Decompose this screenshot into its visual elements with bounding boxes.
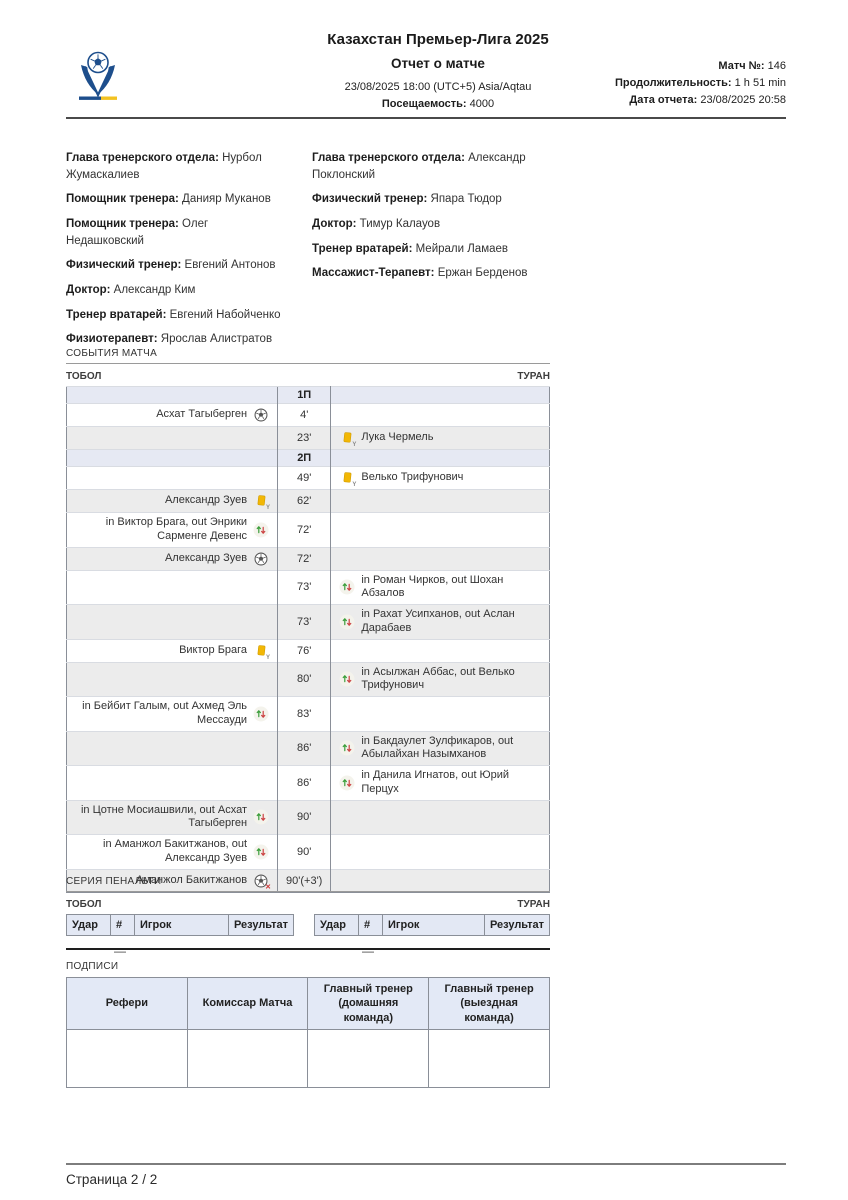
- substitution-icon: [339, 775, 355, 791]
- event-text: Виктор Брага: [179, 643, 248, 656]
- penalty-col-header: #: [359, 915, 383, 936]
- penalties-home-empty: —: [114, 944, 126, 958]
- event-content: [339, 769, 541, 797]
- away-event-cell: [331, 639, 550, 662]
- substitution-icon: [339, 740, 355, 756]
- signature-col-header: Главный тренер (выездная команда): [429, 978, 550, 1030]
- home-event-cell: [67, 427, 278, 450]
- event-row: [67, 513, 550, 548]
- away-event-cell: [331, 662, 550, 697]
- event-row: [67, 570, 550, 605]
- home-event-cell: [67, 467, 278, 490]
- event-content: [339, 666, 541, 694]
- home-event-cell: [67, 513, 278, 548]
- footer-divider: [66, 1163, 786, 1165]
- event-time: 80': [278, 662, 331, 697]
- substitution-icon: [339, 579, 355, 595]
- staff-item: Глава тренерского отдела: Александр Поклонский: [312, 152, 526, 181]
- away-event-cell: [331, 605, 550, 640]
- goal-icon: [253, 407, 269, 423]
- event-row: [67, 547, 550, 570]
- staff-item: Тренер вратарей: Мейрали Ламаев: [312, 242, 508, 255]
- yellow-card-icon: Y: [253, 643, 269, 659]
- staff-item: Физический тренер: Япара Тюдор: [312, 193, 502, 206]
- home-event-cell: [67, 731, 278, 766]
- section-divider-thick: [66, 948, 550, 950]
- event-time: 23': [278, 427, 331, 450]
- penalties-team-labels: [66, 899, 550, 910]
- penalties-away-empty: —: [362, 944, 374, 958]
- penalties-table-home: [66, 914, 294, 936]
- match-number: Матч №: 146: [718, 60, 786, 72]
- away-event-cell: [331, 490, 550, 513]
- substitution-icon: [339, 614, 355, 630]
- empty-cell: [331, 450, 550, 467]
- away-team-label: ТУРАН: [517, 899, 550, 910]
- away-event-cell: [331, 547, 550, 570]
- substitution-icon: [253, 809, 269, 825]
- event-time: 73': [278, 570, 331, 605]
- penalties-home-block: [66, 914, 294, 958]
- period-label: 2П: [278, 450, 331, 467]
- event-row: [67, 766, 550, 801]
- home-team-label: ТОБОЛ: [66, 371, 102, 382]
- period-row: [67, 387, 550, 404]
- event-content: [75, 804, 269, 832]
- event-content: [75, 516, 269, 544]
- attendance-value: 4000: [469, 98, 495, 110]
- event-content: [75, 493, 269, 509]
- goal-icon: [253, 551, 269, 567]
- home-event-cell: [67, 547, 278, 570]
- signature-empty-cell: [67, 1029, 188, 1087]
- event-text: Александр Зуев: [164, 494, 248, 507]
- page-number: Страница 2 / 2: [66, 1172, 158, 1187]
- staff-list-home: [66, 150, 284, 356]
- home-event-cell: [67, 662, 278, 697]
- event-time: 83': [278, 697, 331, 732]
- event-content: [75, 407, 269, 423]
- yellow-card-icon: Y: [253, 493, 269, 509]
- event-row: [67, 662, 550, 697]
- away-event-cell: [331, 570, 550, 605]
- yellow-card-icon: Y: [339, 430, 355, 446]
- empty-cell: [331, 387, 550, 404]
- signatures-section: [66, 961, 550, 1088]
- away-event-cell: [331, 731, 550, 766]
- staff-list-away: [312, 150, 532, 290]
- signature-empty-cell: [429, 1029, 550, 1087]
- away-event-cell: [331, 467, 550, 490]
- event-row: [67, 697, 550, 732]
- event-text: in Бейбит Галым, out Ахмед Эль Мессауди: [82, 700, 248, 726]
- home-event-cell: [67, 800, 278, 835]
- substitution-icon: [253, 706, 269, 722]
- staff-item: Помощник тренера: Данияр Муканов: [66, 193, 271, 206]
- section-divider: [66, 891, 550, 892]
- staff-item: Физиотерапевт: Ярослав Алистратов: [66, 333, 273, 346]
- event-text: Аманжол Бакитжанов: [136, 873, 248, 886]
- event-content: [339, 574, 541, 602]
- event-row: [67, 639, 550, 662]
- event-content: [75, 838, 269, 866]
- event-content: [75, 551, 269, 567]
- event-text: in Цотне Мосиашвили, out Асхат Тагыберген: [80, 803, 248, 830]
- event-text: Асхат Тагыберген: [156, 408, 248, 421]
- signature-empty-cell: [308, 1029, 429, 1087]
- away-event-cell: [331, 766, 550, 801]
- event-text: in Роман Чирков, out Шохан Абзалов: [361, 573, 504, 600]
- home-event-cell: [67, 490, 278, 513]
- empty-cell: [67, 387, 278, 404]
- event-time: 49': [278, 467, 331, 490]
- event-content: [339, 608, 541, 636]
- penalty-col-header: Игрок: [383, 915, 485, 936]
- page-title: Казахстан Премьер-Лига 2025: [327, 31, 549, 48]
- event-text: Лука Чермель: [361, 431, 434, 444]
- substitution-icon: [339, 671, 355, 687]
- staff-item: Физический тренер: Евгений Антонов: [66, 259, 276, 272]
- empty-cell: [67, 450, 278, 467]
- match-meta: [615, 58, 786, 109]
- penalty-col-header: Результат: [484, 915, 549, 936]
- event-row: [67, 800, 550, 835]
- home-event-cell: [67, 605, 278, 640]
- staff-item: Массажист-Терапевт: Ержан Берденов: [312, 267, 528, 280]
- attendance-label: Посещаемость:: [381, 98, 467, 110]
- missed-penalty-icon: ✕: [253, 873, 269, 889]
- event-content: [339, 735, 541, 763]
- signatures-section-title: ПОДПИСИ: [66, 961, 119, 972]
- yellow-card-icon: Y: [339, 470, 355, 486]
- event-row: [67, 731, 550, 766]
- substitution-icon: [253, 522, 269, 538]
- event-text: in Бакдаулет Зулфикаров, out Абылайхан Назымханов: [361, 734, 514, 761]
- home-event-cell: [67, 639, 278, 662]
- substitution-icon: [253, 844, 269, 860]
- event-time: 62': [278, 490, 331, 513]
- event-content: [339, 430, 541, 446]
- signature-col-header: Рефери: [67, 978, 188, 1030]
- home-team-label: ТОБОЛ: [66, 899, 102, 910]
- event-time: 90'(+3'): [278, 869, 331, 892]
- penalties-section-title: СЕРИЯ ПЕНАЛЬТИ: [66, 876, 162, 887]
- staff-item: Доктор: Александр Ким: [66, 284, 196, 297]
- event-text: in Рахат Усипханов, out Аслан Дарабаев: [361, 608, 515, 634]
- penalty-series-section: [66, 873, 550, 958]
- penalty-col-header: Удар: [67, 915, 111, 936]
- penalty-col-header: Удар: [315, 915, 359, 936]
- match-events-section: [66, 348, 550, 893]
- event-text: in Данила Игнатов, out Юрий Перцух: [361, 769, 510, 795]
- away-event-cell: [331, 835, 550, 870]
- event-time: 73': [278, 605, 331, 640]
- event-time: 90': [278, 835, 331, 870]
- signature-empty-cell: [187, 1029, 308, 1087]
- events-team-labels: [66, 371, 550, 382]
- event-row: [67, 835, 550, 870]
- signatures-table: [66, 977, 550, 1088]
- period-label: 1П: [278, 387, 331, 404]
- event-row: [67, 427, 550, 450]
- away-event-cell: [331, 427, 550, 450]
- event-content: [75, 700, 269, 728]
- event-time: 76': [278, 639, 331, 662]
- match-duration: Продолжительность: 1 h 51 min: [614, 77, 786, 89]
- header-divider: [66, 117, 786, 119]
- home-event-cell: [67, 766, 278, 801]
- away-event-cell: [331, 800, 550, 835]
- event-time: 4': [278, 404, 331, 427]
- event-row: [67, 605, 550, 640]
- away-event-cell: [331, 697, 550, 732]
- staff-item: Помощник тренера: Олег Недашковский: [66, 218, 209, 247]
- event-text: Александр Зуев: [164, 551, 248, 564]
- home-event-cell: [67, 570, 278, 605]
- event-text: Велько Трифунович: [361, 471, 464, 484]
- event-text: in Виктор Брага, out Энрики Сарменге Девенс: [105, 516, 248, 542]
- event-time: 90': [278, 800, 331, 835]
- events-table: [66, 386, 550, 893]
- staff-item: Доктор: Тимур Калауов: [312, 218, 441, 231]
- event-row: [67, 467, 550, 490]
- penalty-col-header: #: [111, 915, 135, 936]
- event-text: in Асылжан Аббас, out Велько Трифунович: [361, 665, 515, 692]
- events-section-title: СОБЫТИЯ МАТЧА: [66, 348, 158, 359]
- penalties-away-block: [314, 914, 550, 958]
- report-title: Отчет о матче: [391, 56, 485, 71]
- penalties-table-away: [314, 914, 550, 936]
- penalty-col-header: Результат: [228, 915, 293, 936]
- away-event-cell: [331, 404, 550, 427]
- event-time: 86': [278, 766, 331, 801]
- away-event-cell: [331, 513, 550, 548]
- event-row: [67, 404, 550, 427]
- penalty-col-header: Игрок: [135, 915, 229, 936]
- event-content: [75, 643, 269, 659]
- period-row: [67, 450, 550, 467]
- staff-item: Тренер вратарей: Евгений Набойченко: [66, 308, 281, 321]
- match-datetime: 23/08/2025 18:00 (UTC+5) Asia/Aqtau: [344, 81, 532, 93]
- event-text: in Аманжол Бакитжанов, out Александр Зуев: [103, 838, 248, 864]
- staff-item: Глава тренерского отдела: Нурбол Жумаскалиев: [66, 152, 262, 181]
- signature-col-header: Главный тренер (домашняя команда): [308, 978, 429, 1030]
- report-date: Дата отчета: 23/08/2025 20:58: [629, 94, 786, 106]
- event-time: 72': [278, 513, 331, 548]
- home-event-cell: [67, 404, 278, 427]
- away-team-label: ТУРАН: [517, 371, 550, 382]
- event-row: [67, 490, 550, 513]
- event-content: [339, 470, 541, 486]
- home-event-cell: [67, 697, 278, 732]
- event-time: 86': [278, 731, 331, 766]
- section-divider: [66, 363, 550, 364]
- signature-col-header: Комиссар Матча: [187, 978, 308, 1030]
- home-event-cell: [67, 835, 278, 870]
- event-time: 72': [278, 547, 331, 570]
